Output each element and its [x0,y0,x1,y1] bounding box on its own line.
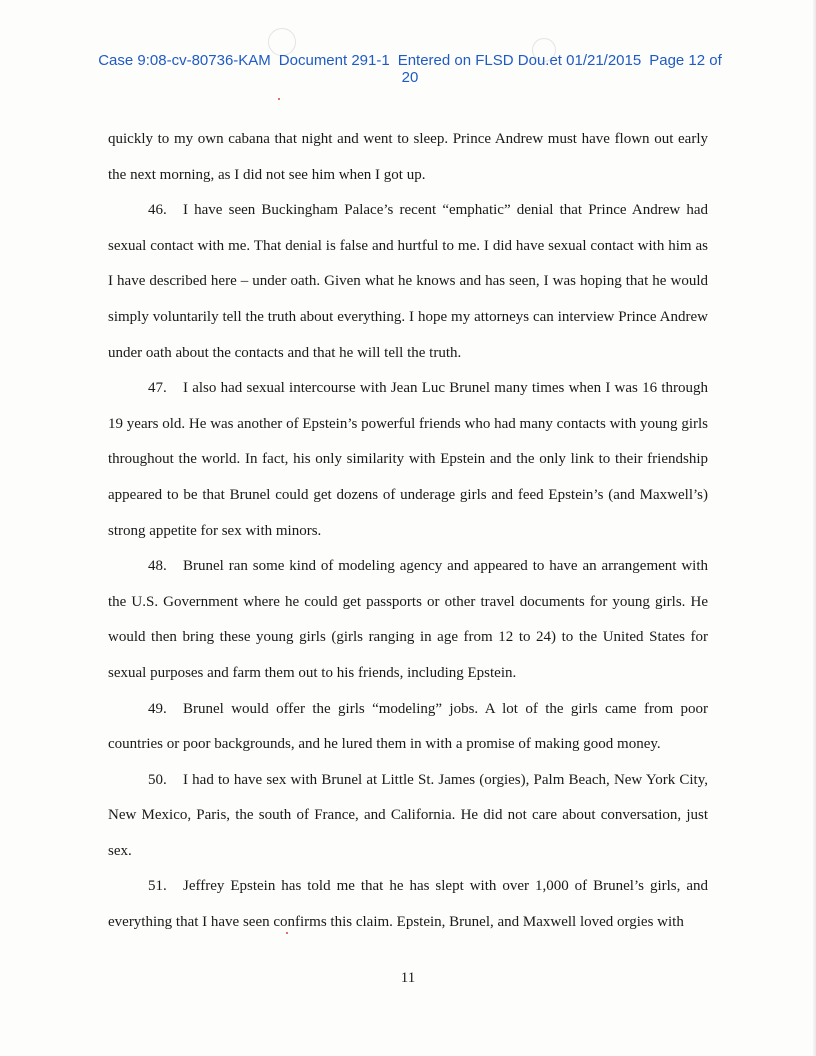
paragraph-number: 46. [148,202,167,219]
paragraph-48 [108,549,708,691]
paragraph-50 [108,763,708,870]
paragraph-text: Jeffrey Epstein has told me that he has slept with over 1,000 of Brunel’s girls, and everything that I have seen confirms this claim. Epstein, Brunel, and Maxwell loved orgies with [108,878,708,931]
document-body [108,122,708,941]
header-page-of: Page 12 of [649,52,722,69]
header-document-number: Document 291-1 [278,52,390,69]
paragraph-number: 47. [148,380,167,397]
paragraph-text: I had to have sex with Brunel at Little St. James (orgies), Palm Beach, New York City, New Mexico, Paris, the south of France, and California. He did not care about conversation, just sex. [108,771,708,859]
paragraph-text: I have seen Buckingham Palace’s recent “emphatic” denial that Prince Andrew had sexual contact with me. That denial is false and hurtful to me. I did have sexual contact with him as I have described here – under oath. Given what he knows and has seen, I was hoping that he would simply voluntarily tell the truth about everything. I hope my attorneys can interview Prince Andrew under oath about the contacts and that he will tell the truth. [108,202,708,361]
header-entered-date: Entered on FLSD Dou.et 01/21/2015 [397,52,642,69]
paragraph-47 [108,371,708,549]
paragraph-49 [108,692,708,763]
paragraph-text: I also had sexual intercourse with Jean Luc Brunel many times when I was 16 through 19 years old. He was another of Epstein’s powerful friends who had many contacts with young girls throughout the world. In fact, his only similarity with Epstein and the only link to their friendship appeared to be that Brunel could get dozens of underage girls and feed Epstein’s (and Maxwell’s) strong appetite for sex with minors. [108,380,708,539]
paragraph-text: Brunel would offer the girls “modeling” jobs. A lot of the girls came from poor countries or poor backgrounds, and he lured them in with a promise of making good money. [108,700,708,753]
paragraph-number: 50. [148,771,167,788]
header-case-number: Case 9:08-cv-80736-KAM [98,52,271,69]
paragraph-number: 51. [148,878,167,895]
paragraph-number: 48. [148,558,167,575]
paragraph-number: 49. [148,700,167,717]
header-page-total: 20 [401,69,419,86]
paragraph-51 [108,869,708,940]
page-number: 11 [400,970,416,986]
paragraph-text: Brunel ran some kind of modeling agency and appeared to have an arrangement with the U.S. Government where he could get passports or other travel documents for young girls. He would then bring these young girls (girls ranging in age from 12 to 24) to the United States for sexual purposes and farm them out to his friends, including Epstein. [108,558,708,681]
lead-paragraph: quickly to my own cabana that night and went to sleep. Prince Andrew must have flown out early the next morning, as I did not see him when I got up. [108,131,708,183]
scan-artifact-dot [278,98,280,100]
paragraph-46 [108,193,708,371]
court-filing-header [60,52,760,86]
